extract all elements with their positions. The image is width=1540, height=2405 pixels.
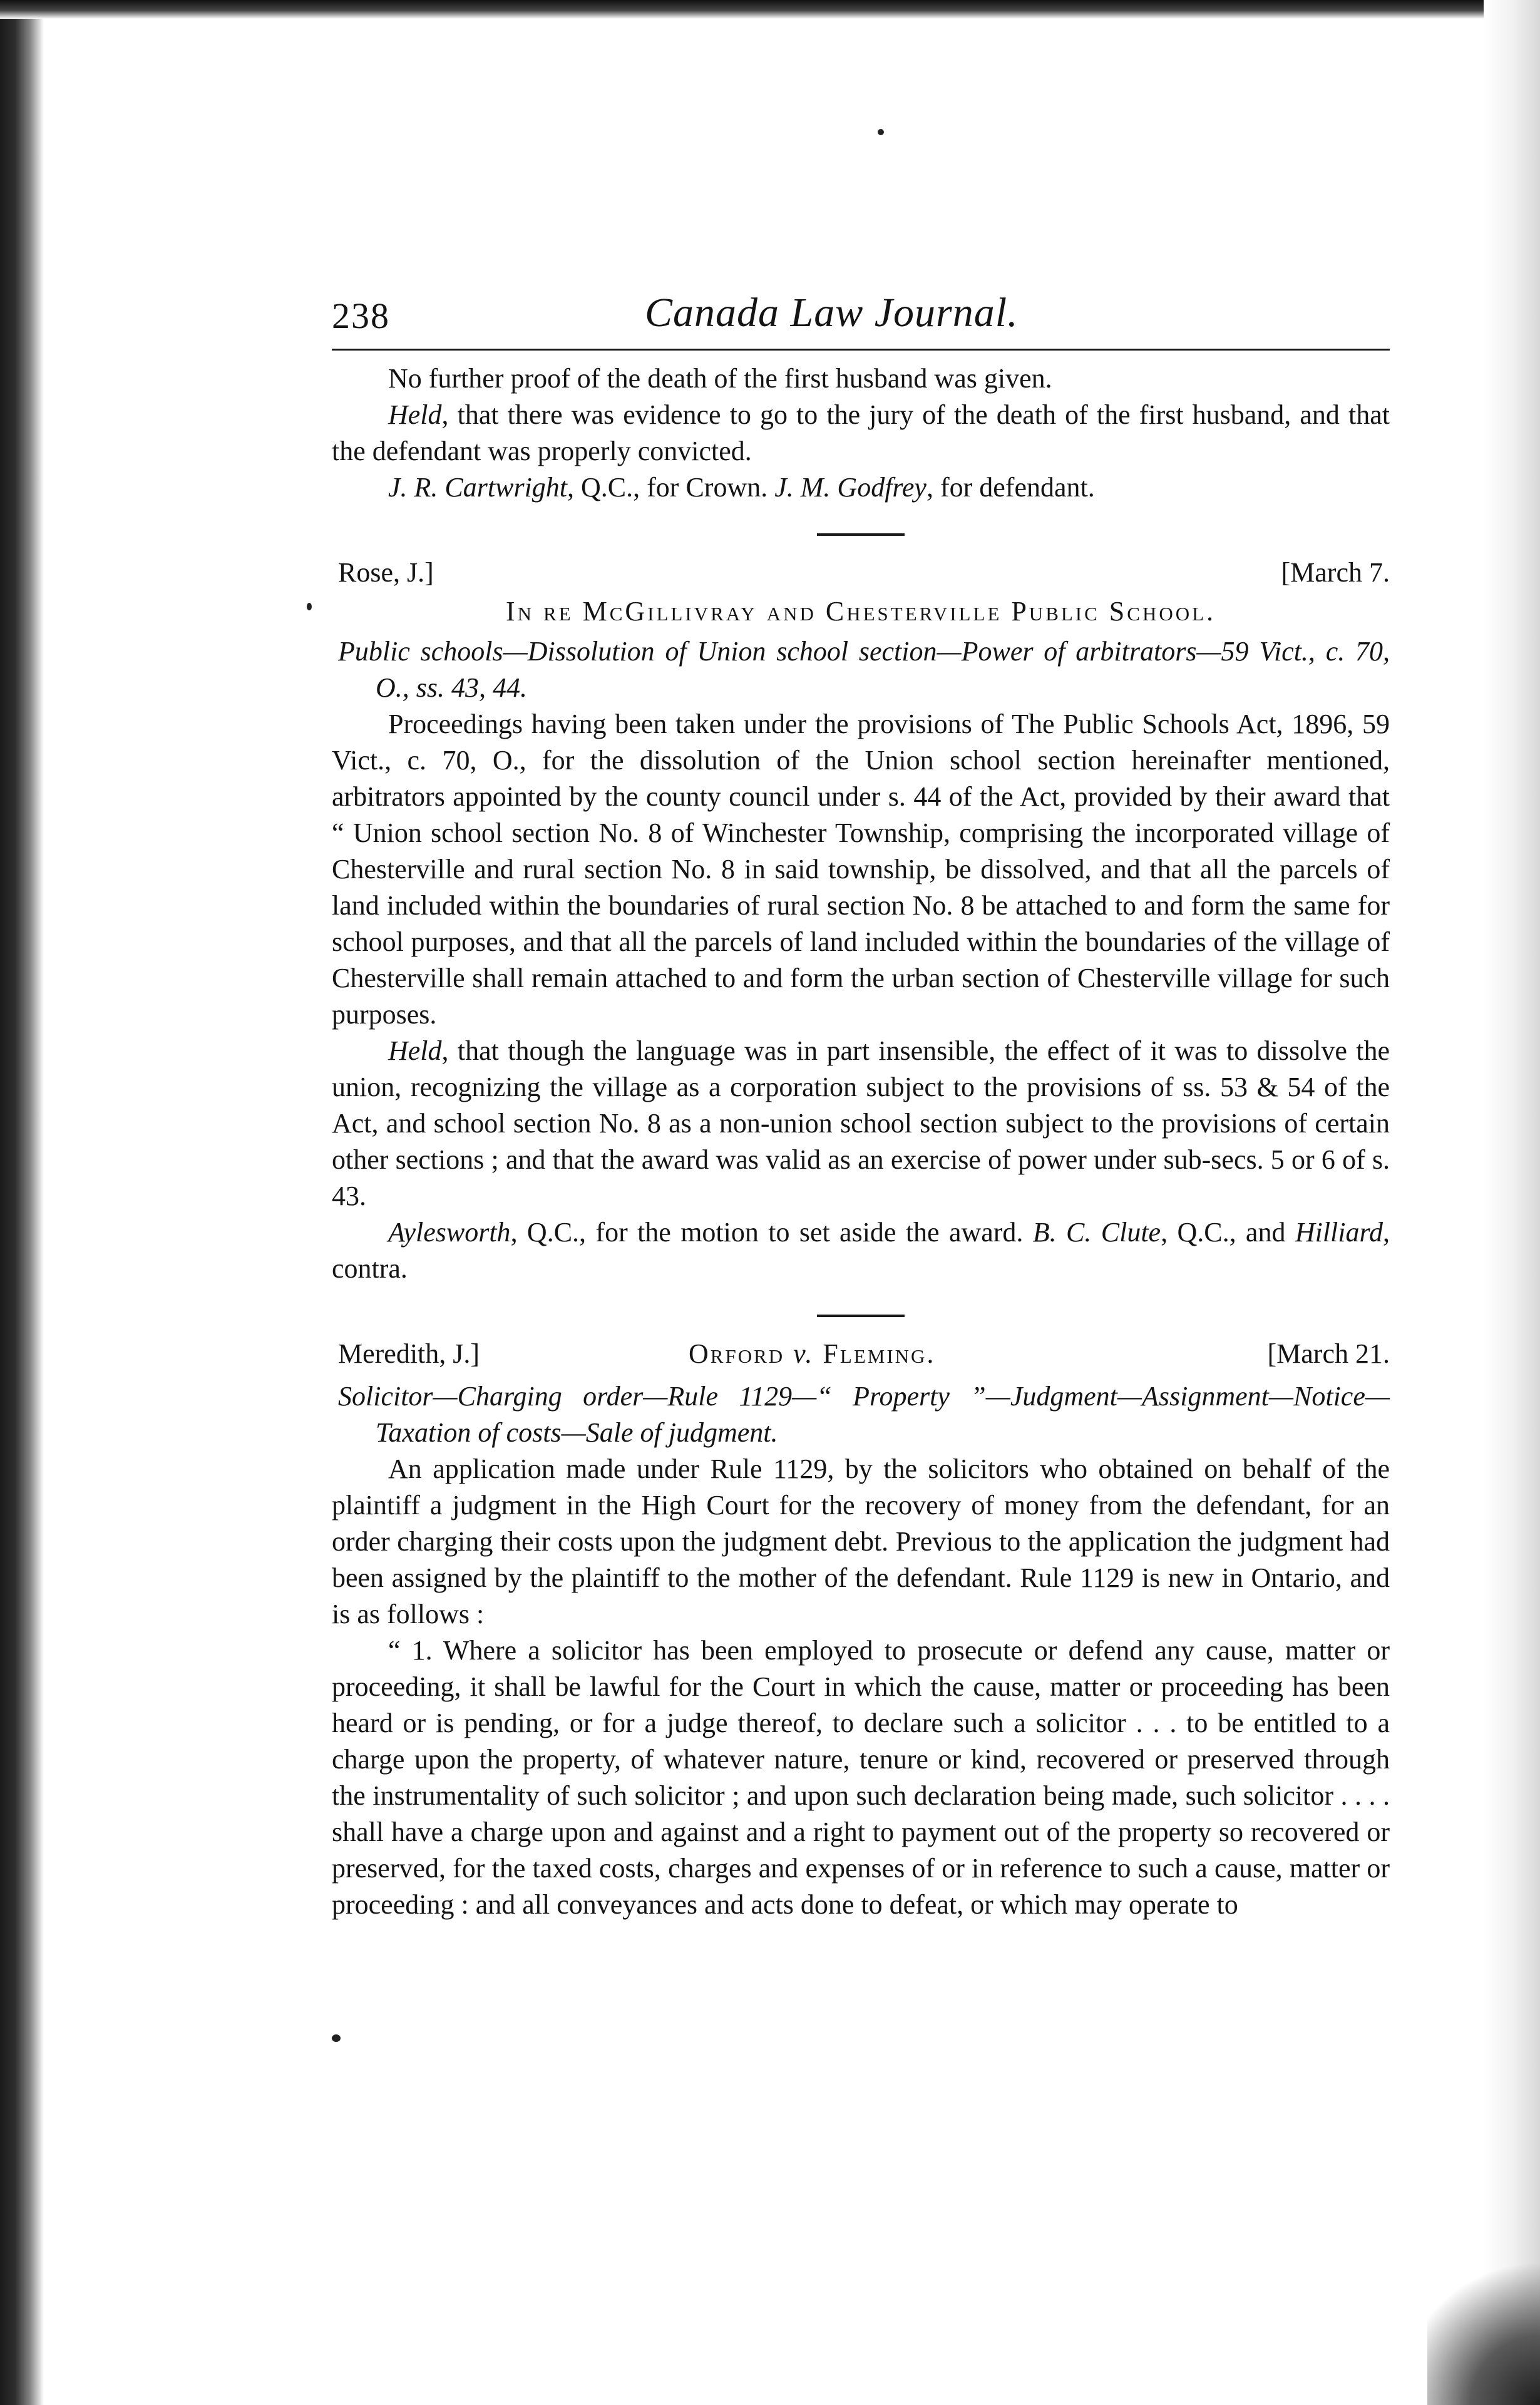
headnote: Solicitor—Charging order—Rule 1129—“ Property ”—Judgment—Assignment—Notice—Taxation of costs—Sale of judgment.	[338, 1381, 1390, 1448]
counsel-name: Hilliard	[1295, 1217, 1383, 1248]
journal-page	[332, 288, 1390, 1923]
margin-mark	[332, 2034, 341, 2042]
case-heading	[332, 555, 1390, 591]
counsel-name: J. R. Cartwright	[388, 472, 568, 503]
held-label: Held	[388, 1035, 442, 1066]
case-1-tail	[332, 361, 1390, 506]
judge: Rose, J.]	[338, 557, 434, 588]
party-defendant: Fleming.	[823, 1338, 936, 1369]
facts-paragraph: An application made under Rule 1129, by the solicitors who obtained on behalf of the plaintiff a judgment in the High Court for the recovery of money from the defendant, for an order charging their costs upon the judgment debt. Previous to the application the judgment had been assigned by the plaintiff to the mother of the defendant. Rule 1129 is new in Ontario, and is as follows :	[332, 1454, 1390, 1629]
facts-paragraph: Proceedings having been taken under the provisions of The Public Schools Act, 1896, 59 Vict., c. 70, O., for the dissolution of the Union school section hereinafter mentioned, arbitrators appointed by the county council under s. 44 of the Act, provided by their award that “ Union school section No. 8 of Winchester Township, comprising the incorporated village of Chesterville and rural section No. 8 in said township, be dissolved, and that all the parcels of land included within the boundaries of rural section No. 8 be attached to and form the same for school purposes, and that all the parcels of land included within the boundaries of the village of Chesterville shall remain attached to and form the urban section of Chesterville village for such purposes.	[332, 709, 1390, 1030]
held-paragraph	[332, 1033, 1390, 1214]
rule-quotation: “ 1. Where a solicitor has been employed to prosecute or defend any cause, matter or proceeding, it shall be lawful for the Court in which the cause, matter or proceeding has been heard or is pending, or for a judge thereof, to declare such a solicitor . . . to be entitled to a charge upon the property, of whatever nature, tenure or kind, recovered or preserved through the instrumentality of such solicitor ; and upon such declaration being made, such solicitor . . . . shall have a charge upon and against and a right to payment out of the property so recovered or preserved, for the taxed costs, charges and expenses of or in reference to such a cause, matter or proceeding : and all conveyances and acts done to defeat, or which may operate to	[332, 1635, 1390, 1920]
case-title-prefix: In re	[505, 596, 573, 627]
counsel-paragraph	[332, 469, 1390, 506]
counsel-text: , Q.C., and	[1161, 1217, 1295, 1248]
page-corner-shadow	[1427, 2242, 1540, 2405]
print-speck	[878, 129, 884, 135]
versus: v.	[793, 1338, 814, 1369]
header-rule	[332, 349, 1390, 351]
counsel-paragraph	[332, 1214, 1390, 1287]
counsel-name: J. M. Godfrey	[774, 472, 927, 503]
page-number: 238	[332, 295, 390, 336]
page-header	[332, 288, 1390, 351]
page-content	[332, 351, 1390, 1923]
counsel-name: Aylesworth	[388, 1217, 511, 1248]
decision-date: [March 21.	[1267, 1338, 1390, 1369]
page-right-edge	[1484, 0, 1540, 2405]
held-label: Held	[388, 399, 442, 430]
case-3	[332, 1336, 1390, 1923]
case-title	[689, 1336, 935, 1372]
case-title	[332, 593, 1390, 630]
headnote: Public schools—Dissolution of Union school section—Power of arbitrators—59 Vict., c. 70, O., ss. 43, 44.	[338, 636, 1390, 703]
judge: Meredith, J.]	[338, 1338, 480, 1369]
counsel-name: B. C. Clute	[1032, 1217, 1161, 1248]
held-paragraph	[332, 397, 1390, 469]
paragraph: No further proof of the death of the first husband was given.	[388, 363, 1052, 394]
margin-mark	[307, 603, 312, 610]
held-text: , that there was evidence to go to the jury of the death of the first husband, and that the defendant was properly convicted.	[332, 399, 1390, 466]
case-title-parties: McGillivray and Chesterville Public School.	[582, 596, 1216, 627]
page-top-shadow	[0, 0, 1540, 19]
counsel-text: , for defendant.	[926, 472, 1095, 503]
section-divider	[817, 533, 905, 536]
running-title: Canada Law Journal.	[645, 290, 1019, 336]
case-heading	[332, 1336, 1390, 1372]
held-text: , that though the language was in part insensible, the effect of it was to dissolve the union, recognizing the village as a corporation subject to the provisions of ss. 53 & 54 of the Act, and school section No. 8 as a non-union school section subject to the provisions of certain other sections ; and that the award was valid as an exercise of power under sub-secs. 5 or 6 of s. 43.	[332, 1035, 1390, 1211]
party-plaintiff: Orford	[689, 1338, 785, 1369]
page-binding-shadow	[0, 0, 44, 2405]
decision-date: [March 7.	[1281, 557, 1390, 588]
counsel-text: , Q.C., for the motion to set aside the award.	[510, 1217, 1033, 1248]
section-divider	[817, 1315, 905, 1317]
counsel-text: , contra.	[332, 1217, 1390, 1284]
case-2	[332, 555, 1390, 1287]
counsel-text: , Q.C., for Crown.	[567, 472, 775, 503]
